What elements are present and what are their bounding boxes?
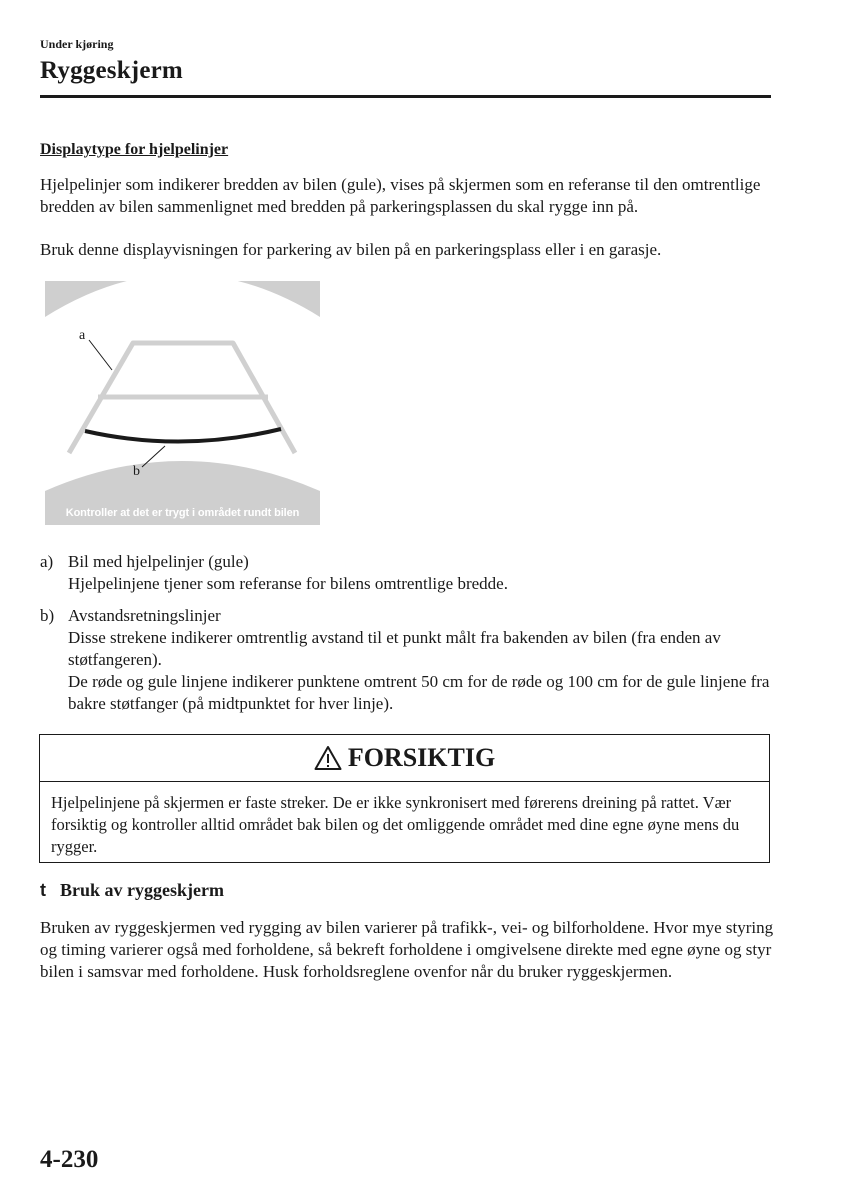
section-heading: Displaytype for hjelpelinjer: [40, 141, 229, 158]
page-number: 4-230: [40, 1146, 99, 1173]
list-item-title: Bil med hjelpelinjer (gule): [68, 552, 249, 571]
list-item-text: De røde og gule linjene indikerer punktene omtrent 50 cm for de røde og 100 cm for de gule linjene fra bakre støtfanger (på midtpunktet for hver linje).: [68, 672, 770, 713]
caution-text: Hjelpelinjene på skjermen er faste streker. De er ikke synkronisert med førerens dreining på rattet. Vær forsiktig og kontroller alltid området bak bilen og det omliggende området med dine egne øyne mens du rygger.: [51, 793, 740, 856]
list-letter: b): [40, 606, 55, 625]
page-title: Ryggeskjerm: [40, 57, 183, 84]
list-item-text: Disse strekene indikerer omtrentlig avstand til et punkt målt fra bakenden av bilen (fra enden av støtfangeren).: [68, 628, 721, 669]
caution-title: FORSIKTIG: [347, 743, 496, 772]
breadcrumb: Under kjøring: [40, 37, 114, 51]
list-item-title: Avstandsretningslinjer: [68, 606, 221, 625]
legend-list: [40, 551, 780, 725]
screen-area: [45, 281, 320, 491]
caution-box: [39, 734, 770, 863]
list-item: [40, 551, 780, 595]
usage-paragraph: Bruken av ryggeskjermen ved rygging av bilen varierer på trafikk-, vei- og bilforholdene. Hvor mye styring og timing varierer også med forholdene, så bekreft forholdene i omgivelsene direkte med egne øyne og styr bilen i samsvar med forholdene. Husk forholdsreglene ovenfor når du bruker ryggeskjermen.: [40, 918, 774, 981]
camera-view-graphic: [45, 281, 320, 525]
list-letter: a): [40, 552, 54, 571]
label-b: b: [133, 464, 140, 479]
section-paragraph-2: Bruk denne displayvisningen for parkering av bilen på en parkeringsplass eller i en garasje.: [40, 240, 662, 259]
label-a: a: [79, 328, 86, 343]
bullet-glyph: t: [40, 880, 46, 900]
camera-screen-illustration: [45, 281, 320, 525]
section-paragraph-1: Hjelpelinjer som indikerer bredden av bilen (gule), vises på skjermen som en referanse til den omtrentlige bredden av bilen sammenlignet med bredden på parkeringsplassen du skal rygge inn på.: [40, 175, 761, 216]
usage-heading-text: Bruk av ryggeskjerm: [60, 880, 224, 900]
caution-header: [40, 735, 769, 782]
title-divider: [40, 95, 771, 98]
list-item-text: Hjelpelinjene tjener som referanse for bilens omtrentlige bredde.: [68, 574, 508, 593]
list-item: [40, 605, 780, 715]
usage-heading: [40, 880, 224, 901]
screen-caption: Kontroller at det er trygt i området rundt bilen: [65, 507, 300, 519]
warning-triangle-icon: [314, 745, 342, 771]
